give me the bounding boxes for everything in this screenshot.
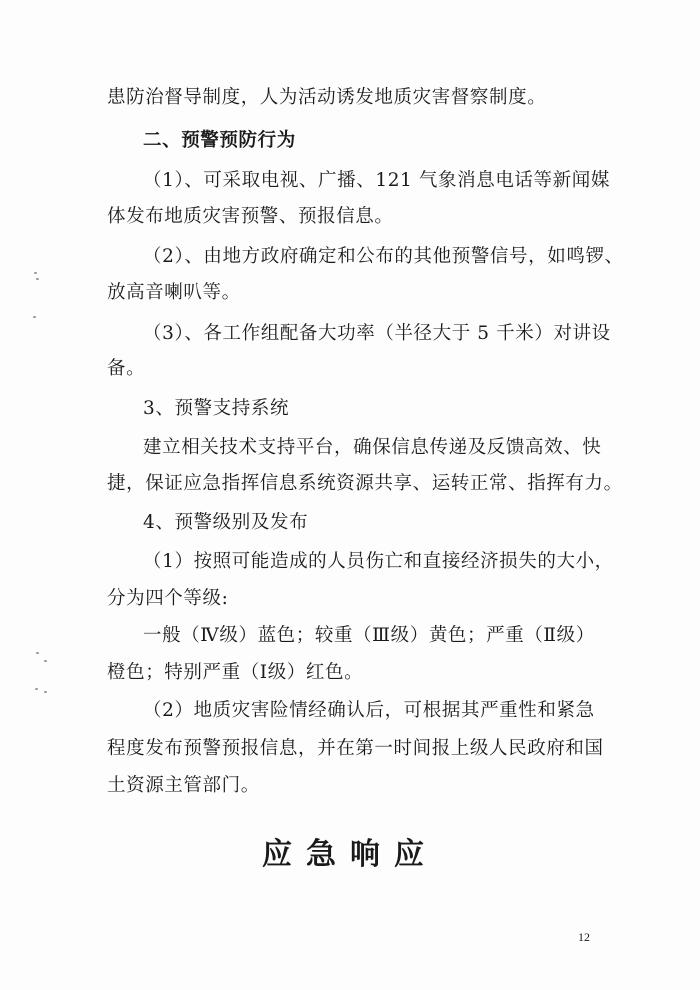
body-text-line: （3）、各工作组配备大功率（半径大于 5 千米）对讲设 <box>143 323 611 344</box>
body-text-line: 患防治督导制度，人为活动诱发地质灾害督察制度。 <box>107 87 547 108</box>
scan-speck <box>36 278 39 280</box>
body-text-line: 捷，保证应急指挥信息系统资源共享、运转正常、指挥有力。 <box>107 473 623 494</box>
body-text-line: （1）、可采取电视、广播、121 气象消息电话等新闻媒 <box>143 170 610 191</box>
section-heading: 二、预警预防行为 <box>143 130 296 151</box>
scan-speck <box>44 691 47 693</box>
body-text-line: （2）、由地方政府确定和公布的其他预警信号，如鸣锣、 <box>143 246 624 267</box>
body-text-line: 程度发布预警预报信息，并在第一时间报上级人民政府和国 <box>107 738 604 759</box>
subsection-heading: 3、预警支持系统 <box>143 398 290 419</box>
body-text-line: 分为四个等级: <box>107 588 229 609</box>
body-text-line: 建立相关技术支持平台，确保信息传递及反馈高效、快 <box>143 437 602 458</box>
scan-speck <box>33 316 36 318</box>
body-text-line: 土资源主管部门。 <box>107 775 260 796</box>
body-text-line: 备。 <box>107 358 146 379</box>
subsection-heading: 4、预警级别及发布 <box>143 512 309 533</box>
body-text-line: 一般（Ⅳ级）蓝色；较重（Ⅲ级）黄色；严重（Ⅱ级） <box>143 625 595 646</box>
body-text-line: 体发布地质灾害预警、预报信息。 <box>107 206 394 227</box>
body-text-line: 放高音喇叭等。 <box>107 282 241 303</box>
scan-speck <box>35 688 38 690</box>
section-title: 应急响应 <box>262 837 438 872</box>
body-text-line: 橙色；特别严重（Ⅰ级）红色。 <box>107 662 364 683</box>
body-text-line: （2）地质灾害险情经确认后，可根据其严重性和紧急 <box>143 700 595 721</box>
page-number: 12 <box>578 930 590 944</box>
body-text-line: （1）按照可能造成的人员伤亡和直接经济损失的大小， <box>143 551 614 572</box>
scan-speck <box>44 660 47 662</box>
scan-speck <box>34 272 37 274</box>
scan-speck <box>36 652 39 654</box>
